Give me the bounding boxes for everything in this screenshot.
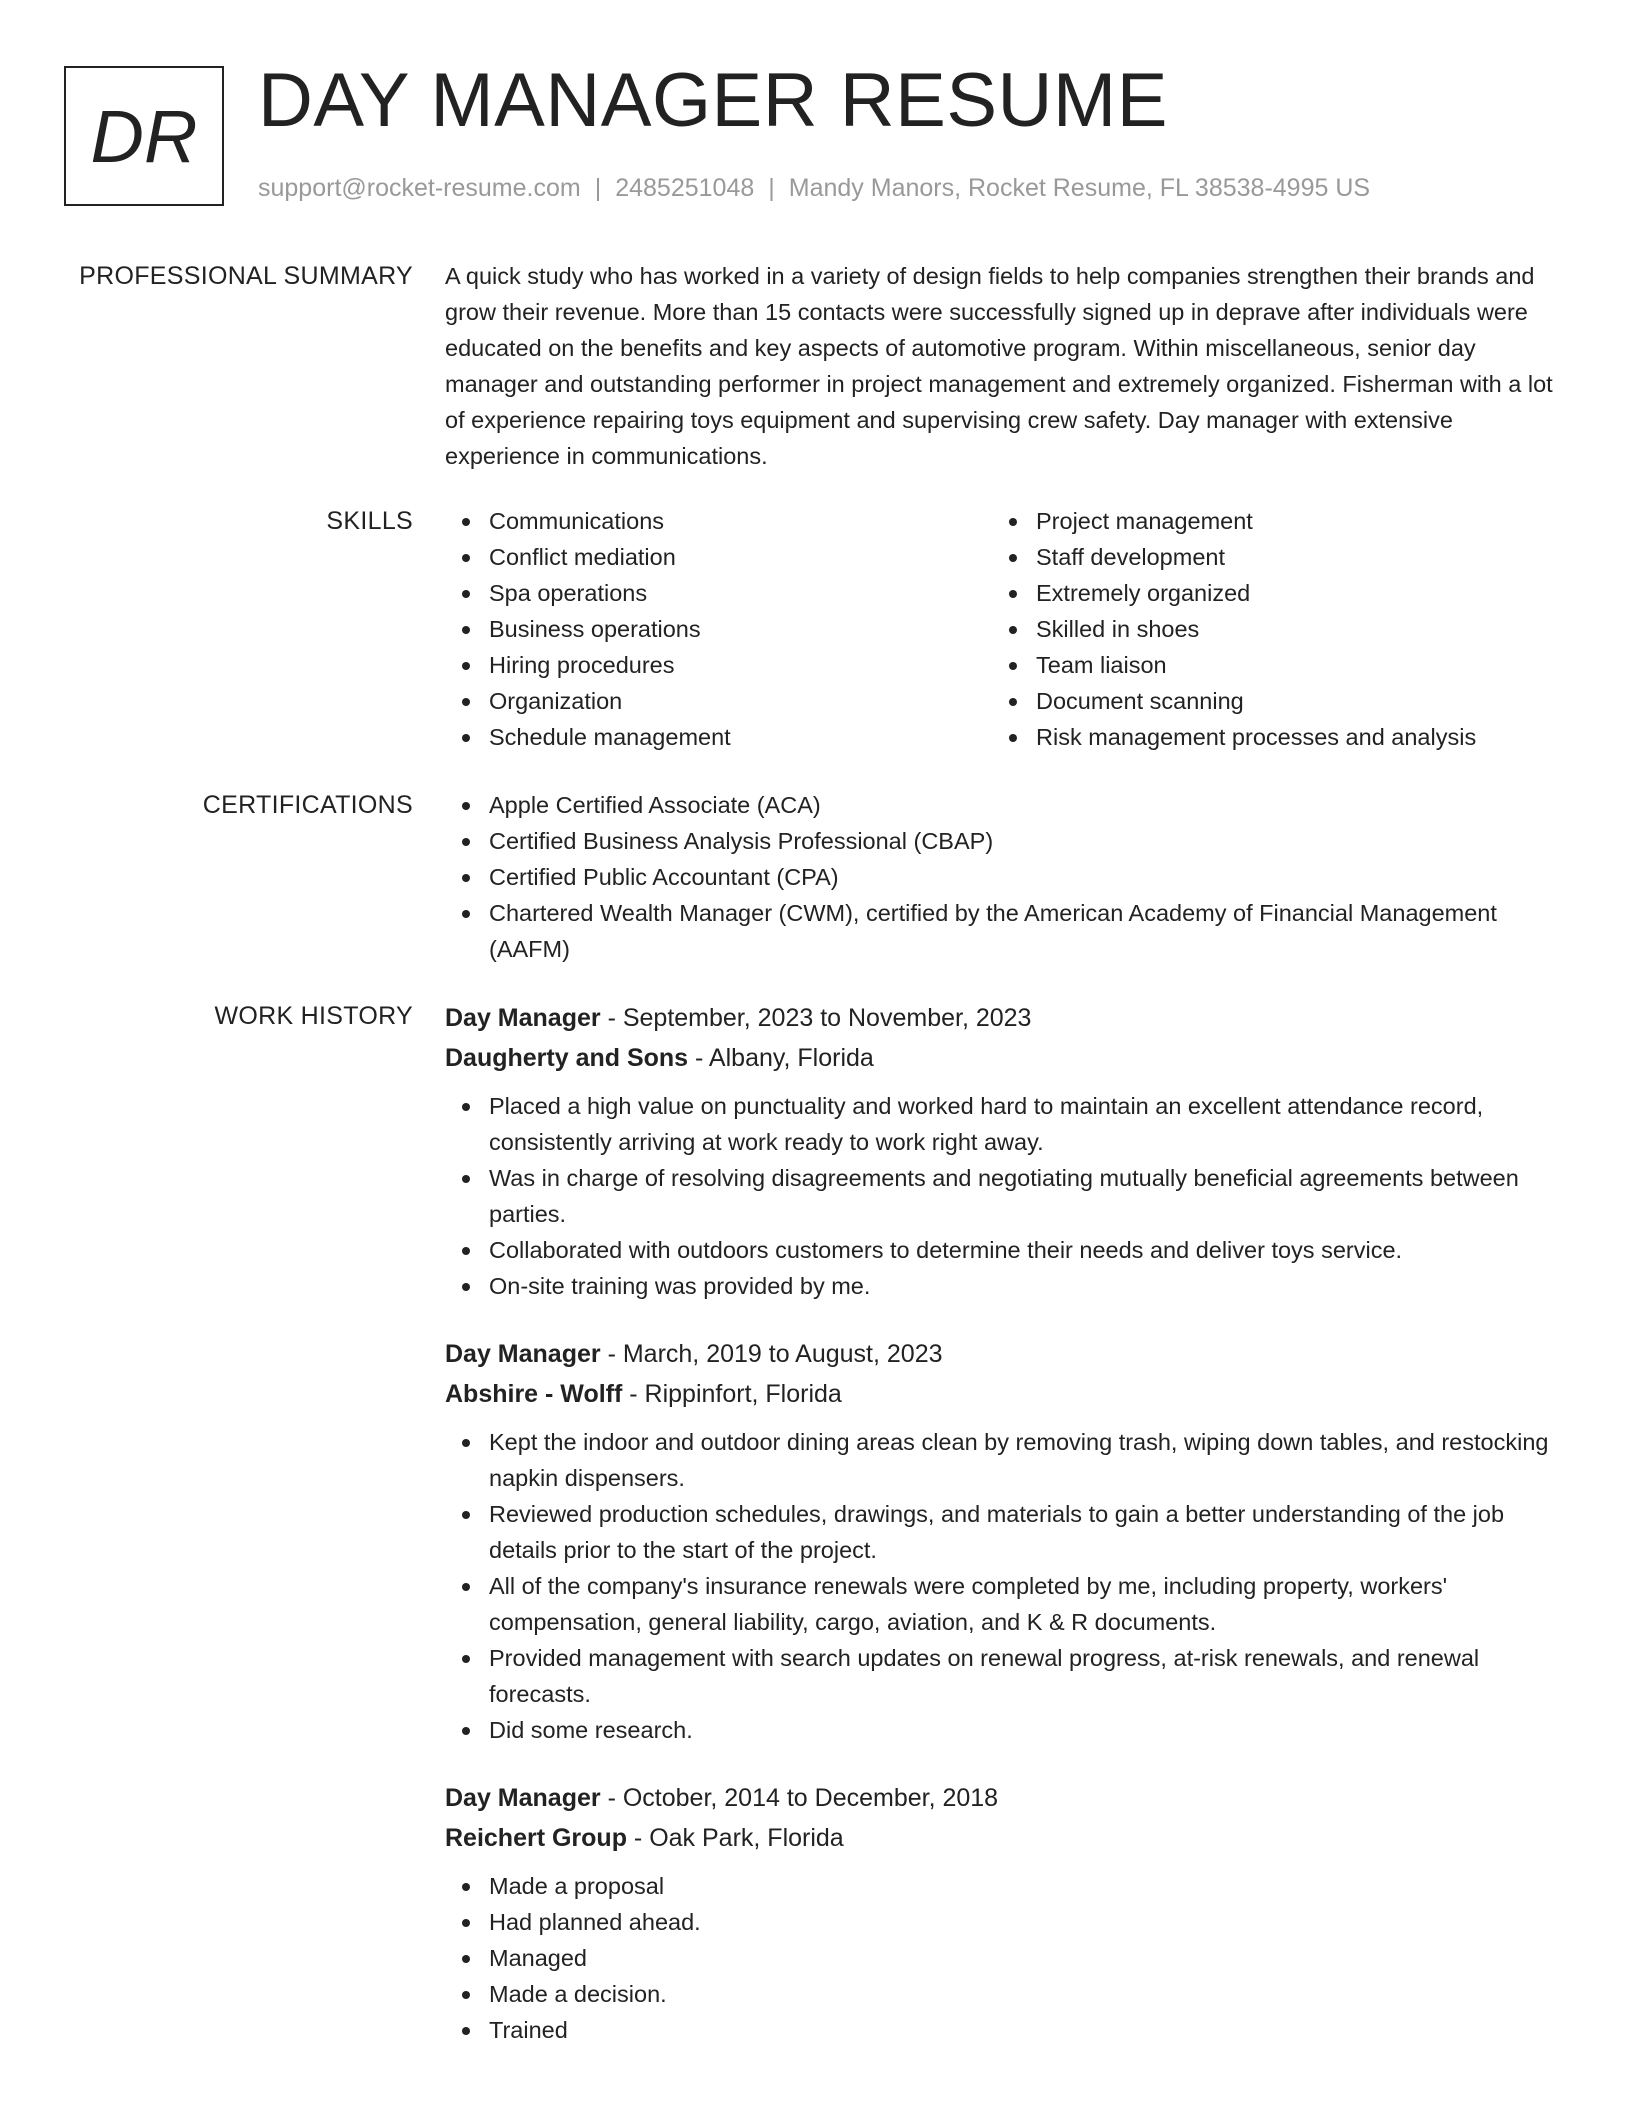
skill-item: Staff development — [1036, 539, 1539, 575]
page-title: DAY MANAGER RESUME — [258, 58, 1168, 143]
certification-item: Certified Public Accountant (CPA) — [489, 859, 1557, 895]
contact-address: Mandy Manors, Rocket Resume, FL 38538-4995 US — [788, 174, 1371, 202]
skill-item: Extremely organized — [1036, 575, 1539, 611]
job-entry — [445, 1778, 1557, 2048]
contact-phone: 2485251048 — [615, 174, 755, 202]
job-bullet: Made a proposal — [489, 1868, 1557, 1904]
skills-list-left — [445, 503, 992, 755]
job-title-line — [445, 998, 1557, 1038]
job-bullet: Placed a high value on punctuality and worked hard to maintain an excellent attendance record, consistently arriving at work ready to work right away. — [489, 1088, 1557, 1160]
contact-separator: | — [594, 174, 602, 202]
job-company: Reichert Group — [445, 1824, 627, 1852]
job-title: Day Manager — [445, 1340, 601, 1368]
job-bullet: Was in charge of resolving disagreements and negotiating mutually beneficial agreements between parties. — [489, 1160, 1557, 1232]
job-location: - Albany, Florida — [688, 1044, 874, 1072]
job-location: - Rippinfort, Florida — [622, 1380, 842, 1408]
job-title: Day Manager — [445, 1784, 601, 1812]
job-company-line — [445, 1374, 1557, 1414]
skill-item: Communications — [489, 503, 992, 539]
job-company: Abshire - Wolff — [445, 1380, 623, 1408]
job-bullet: Trained — [489, 2012, 1557, 2048]
job-company-line — [445, 1818, 1557, 1858]
job-title-line — [445, 1778, 1557, 1818]
job-bullet: Collaborated with outdoors customers to determine their needs and deliver toys service. — [489, 1232, 1557, 1268]
certification-item: Chartered Wealth Manager (CWM), certified by the American Academy of Financial Management (AAFM) — [489, 895, 1557, 967]
monogram: DR — [64, 66, 224, 206]
job-bullet: On-site training was provided by me. — [489, 1268, 1557, 1304]
skill-item: Team liaison — [1036, 647, 1539, 683]
job-bullet: Reviewed production schedules, drawings, and materials to gain a better understanding of the job details prior to the start of the project. — [489, 1496, 1557, 1568]
skills-list-right — [992, 503, 1539, 755]
skill-item: Project management — [1036, 503, 1539, 539]
job-entry — [445, 998, 1557, 1304]
skill-item: Business operations — [489, 611, 992, 647]
section-label: WORK HISTORY — [214, 1002, 413, 1030]
job-bullet: All of the company's insurance renewals were completed by me, including property, workers' compensation, general liability, cargo, aviation, and K & R documents. — [489, 1568, 1557, 1640]
job-bullet: Provided management with search updates on renewal progress, at-risk renewals, and renewal forecasts. — [489, 1640, 1557, 1712]
job-bullet: Did some research. — [489, 1712, 1557, 1748]
section-label: PROFESSIONAL SUMMARY — [79, 262, 413, 290]
job-bullets — [445, 1868, 1557, 2048]
skill-item: Risk management processes and analysis — [1036, 719, 1539, 755]
skill-item: Organization — [489, 683, 992, 719]
certification-item: Certified Business Analysis Professional (CBAP) — [489, 823, 1557, 859]
job-company: Daugherty and Sons — [445, 1044, 689, 1072]
section-label: CERTIFICATIONS — [202, 791, 413, 819]
skill-item: Spa operations — [489, 575, 992, 611]
certification-item: Apple Certified Associate (ACA) — [489, 787, 1557, 823]
summary-text: A quick study who has worked in a variety of design fields to help companies strengthen their brands and grow their revenue. More than 15 contacts were successfully signed up in deprave after individuals were educated on the benefits and key aspects of automotive program. Within miscellaneous, senior day manager and outstanding performer in project management and extremely organized. Fisherman with a lot of experience repairing toys equipment and supervising crew safety. Day manager with extensive experience in communications. — [445, 263, 1553, 469]
contact-email: support@rocket-resume.com — [258, 174, 581, 202]
certifications-list — [445, 787, 1557, 967]
job-dates: - October, 2014 to December, 2018 — [600, 1784, 999, 1812]
job-title-line — [445, 1334, 1557, 1374]
skill-item: Document scanning — [1036, 683, 1539, 719]
section-label: SKILLS — [326, 507, 413, 535]
skill-item: Conflict mediation — [489, 539, 992, 575]
skill-item: Skilled in shoes — [1036, 611, 1539, 647]
contact-line — [258, 174, 1370, 203]
job-location: - Oak Park, Florida — [626, 1824, 844, 1852]
job-bullets — [445, 1424, 1557, 1748]
job-bullet: Managed — [489, 1940, 1557, 1976]
job-title: Day Manager — [445, 1004, 601, 1032]
job-dates: - March, 2019 to August, 2023 — [600, 1340, 943, 1368]
skill-item: Schedule management — [489, 719, 992, 755]
job-entry — [445, 1334, 1557, 1748]
job-company-line — [445, 1038, 1557, 1078]
job-dates: - September, 2023 to November, 2023 — [600, 1004, 1032, 1032]
job-bullet: Had planned ahead. — [489, 1904, 1557, 1940]
contact-separator: | — [768, 174, 775, 202]
job-bullet: Made a decision. — [489, 1976, 1557, 2012]
skill-item: Hiring procedures — [489, 647, 992, 683]
job-bullets — [445, 1088, 1557, 1304]
job-bullet: Kept the indoor and outdoor dining areas clean by removing trash, wiping down tables, and restocking napkin dispensers. — [489, 1424, 1557, 1496]
